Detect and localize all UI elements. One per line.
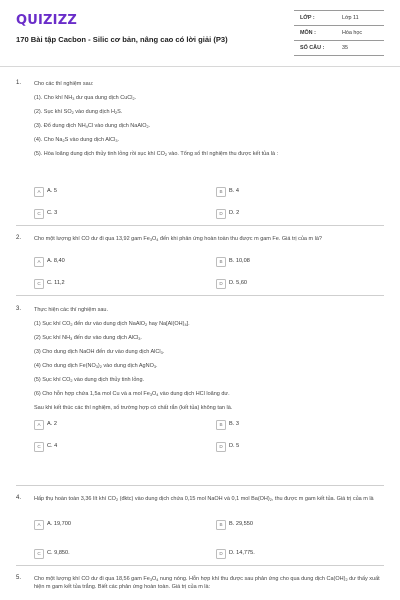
- option-c[interactable]: [34, 278, 114, 288]
- option-letter-box: A: [34, 520, 44, 530]
- meta-value: 35: [342, 45, 348, 51]
- question-body: [34, 575, 384, 597]
- question-number: 1.: [16, 80, 22, 86]
- question-body: [34, 80, 384, 164]
- option-b[interactable]: [216, 419, 296, 429]
- question-text: (5). Hòa loãng dung dịch thủy tinh lỏng rồi sục khí $CO_2$ vào. Tổng số thí nghiệm thu được kết tủa là :: [34, 151, 279, 157]
- question-text: (3). Đổ dung dịch $NH_4Cl$ vào dung dịch NaAlO$_2$.: [34, 123, 151, 129]
- option-a[interactable]: [34, 419, 114, 429]
- meta-value: Lớp 11: [342, 15, 359, 21]
- question-text: Cho một lượng khí CO dư đi qua 18,56 gam $Fe_3O_4$ nung nóng. Hỗn hợp khí thu được sau phản ứng cho qua dung dịch $Ca(OH)_2$ dư thấy xuất hiện m gam kết tủa trắng. Biết các phản ứng hoàn toàn. Giá trị của m là:: [34, 576, 380, 590]
- option-letter-box: B: [216, 187, 226, 197]
- option-b[interactable]: [216, 186, 296, 196]
- option-letter-box: C: [34, 209, 44, 219]
- option-label: A. 2: [47, 420, 57, 427]
- option-letter-box: B: [216, 520, 226, 530]
- option-b[interactable]: [216, 256, 296, 266]
- option-label: C. 9,850.: [47, 549, 70, 556]
- question-number: 5.: [16, 575, 22, 581]
- question-number: 4.: [16, 495, 22, 501]
- option-label: D. 2: [229, 209, 240, 216]
- option-label: B. 3: [229, 420, 239, 427]
- meta-row-subject: [294, 26, 384, 41]
- option-letter-box: A: [34, 257, 44, 267]
- question-text: (6) Cho hỗn hợp chứa 1,5a mol Cu và a mol $Fe_3O_4$ vào dung dịch HCl loãng dư.: [34, 391, 230, 397]
- option-letter-box: D: [216, 209, 226, 219]
- option-letter-box: B: [216, 420, 226, 430]
- question-text: (4) Cho dung dịch $Fe(NO_3)_2$ vào dung dịch AgNO$_3$.: [34, 363, 158, 369]
- option-d[interactable]: [216, 278, 296, 288]
- meta-value: Hóa học: [342, 30, 363, 36]
- option-label: A. 19,700: [47, 520, 71, 527]
- option-label: A. 5: [47, 187, 57, 194]
- meta-label: MÔN :: [300, 30, 316, 36]
- option-letter-box: D: [216, 442, 226, 452]
- option-letter-box: C: [34, 442, 44, 452]
- option-label: D. 5: [229, 442, 240, 449]
- option-a[interactable]: [34, 256, 114, 266]
- question-text: (2) Sục khí $NH_3$ đến dư vào dung dịch AlCl$_3$.: [34, 335, 142, 341]
- option-label: A. 8,40: [47, 257, 65, 264]
- option-letter-box: A: [34, 187, 44, 197]
- question-divider: [16, 485, 384, 486]
- question-divider: [16, 295, 384, 296]
- option-letter-box: A: [34, 420, 44, 430]
- option-letter-box: C: [34, 549, 44, 559]
- option-c[interactable]: [34, 548, 114, 558]
- option-d[interactable]: [216, 441, 296, 451]
- quizizz-logo: QUIZIZZ: [16, 13, 77, 28]
- meta-label: LỚP :: [300, 15, 315, 21]
- option-label: D. 14,775.: [229, 549, 255, 556]
- question-text: Hấp thụ hoàn toàn 3,36 lít khí $CO_2$ (đktc) vào dung dịch chứa 0,15 mol NaOH và 0,1 mol $Ba(OH)_2$, thu được m gam kết tủa. Giá trị của m là: [34, 496, 374, 502]
- option-a[interactable]: [34, 519, 114, 529]
- question-body: [34, 306, 384, 418]
- question-number: 2.: [16, 235, 22, 241]
- meta-row-class: [294, 10, 384, 26]
- header: [16, 10, 384, 58]
- option-label: B. 4: [229, 187, 239, 194]
- option-a[interactable]: [34, 186, 114, 196]
- option-label: C. 11,2: [47, 279, 65, 286]
- question-text: Cho một lượng khí CO dư đi qua 13,92 gam $Fe_3O_4$ đến khi phản ứng hoàn toàn thu được m gam Fe. Giá trị của m là?: [34, 236, 322, 242]
- question-divider: [16, 565, 384, 566]
- option-letter-box: B: [216, 257, 226, 267]
- question-divider: [16, 225, 384, 226]
- page-title: 170 Bài tập Cacbon - Silic cơ bản, nâng cao có lời giải (P3): [16, 35, 228, 44]
- option-d[interactable]: [216, 548, 296, 558]
- question-number: 3.: [16, 306, 22, 312]
- option-c[interactable]: [34, 441, 114, 451]
- option-letter-box: D: [216, 279, 226, 289]
- option-b[interactable]: [216, 519, 296, 529]
- question-text: (5) Sục khí $CO_2$ vào dung dịch thủy tinh lỏng.: [34, 377, 145, 383]
- question-text: (3) Cho dung dịch NaOH đến dư vào dung dịch AlCl$_3$.: [34, 349, 165, 355]
- option-label: C. 3: [47, 209, 58, 216]
- question-text: Cho các thí nghiệm sau:: [34, 81, 94, 87]
- option-letter-box: C: [34, 279, 44, 289]
- meta-label: SỐ CÂU :: [300, 45, 325, 51]
- question-text: Thực hiện các thí nghiệm sau.: [34, 307, 108, 313]
- option-c[interactable]: [34, 208, 114, 218]
- question-text: (2). Sục khí $SO_2$ vào dung dịch $H_2S$.: [34, 109, 123, 115]
- option-label: B. 10,08: [229, 257, 250, 264]
- question-body: [34, 495, 384, 509]
- meta-row-count: [294, 41, 384, 56]
- option-label: C. 4: [47, 442, 58, 449]
- option-label: B. 29,550: [229, 520, 253, 527]
- option-letter-box: D: [216, 549, 226, 559]
- question-text: (1) Sục khí $CO_2$ đến dư vào dung dịch NaAlO$_2$ hay $Na[Al(OH)_4]$.: [34, 321, 190, 327]
- question-text: (4). Cho $Na_2S$ vào dung dịch AlCl$_3$.: [34, 137, 120, 143]
- option-label: D. 5,60: [229, 279, 248, 286]
- header-divider: [0, 66, 400, 67]
- question-text: Sau khi kết thúc các thí nghiệm, số trường hợp có chất rắn (kết tủa) không tan là.: [34, 405, 233, 411]
- question-body: [34, 235, 384, 249]
- option-d[interactable]: [216, 208, 296, 218]
- meta-table: [294, 10, 384, 56]
- question-text: (1). Cho khí $NH_3$ dư qua dung dịch CuCl$_2$.: [34, 95, 137, 101]
